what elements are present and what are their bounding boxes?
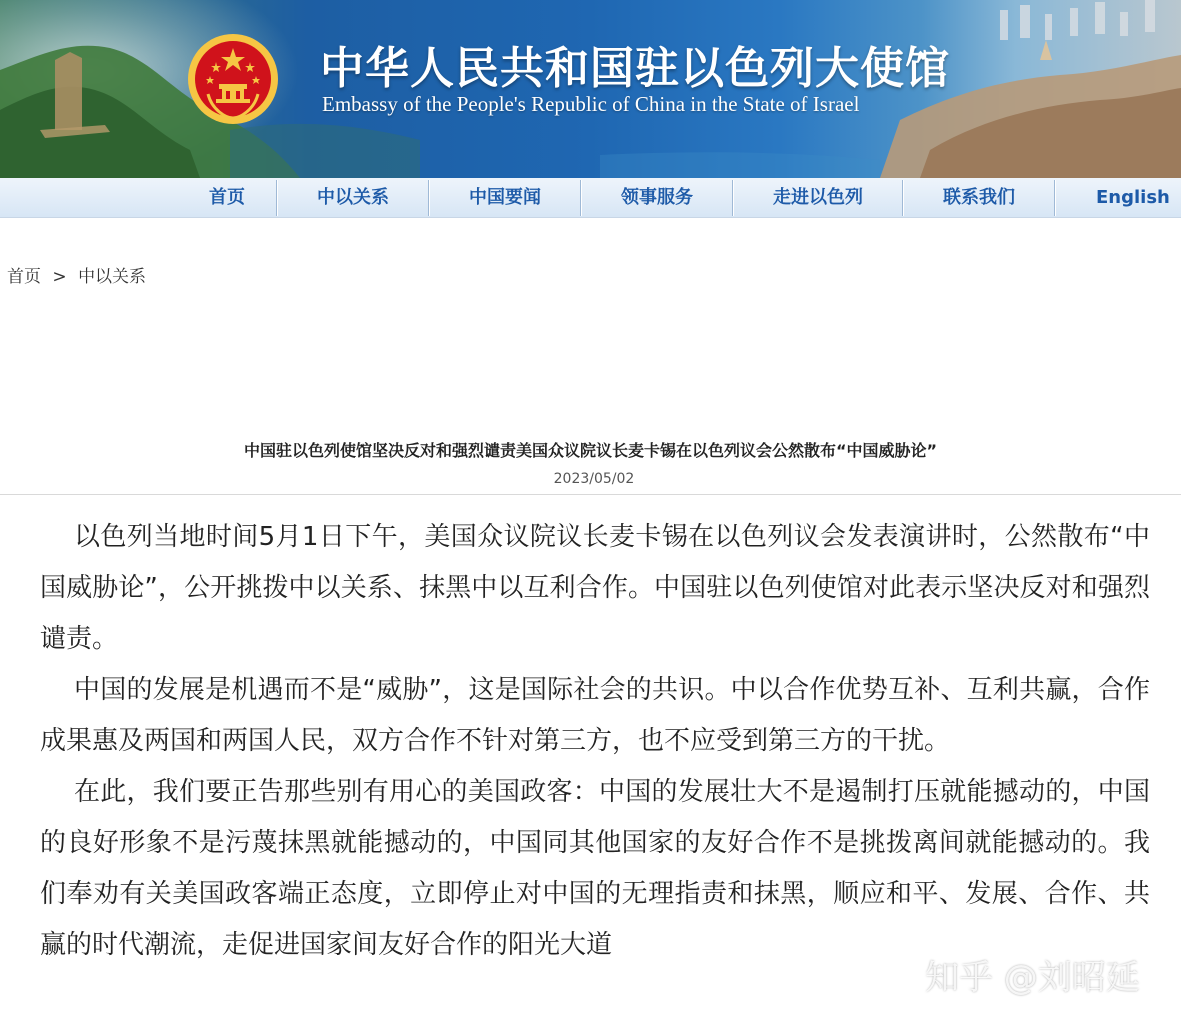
article-paragraph: 以色列当地时间5月1日下午，美国众议院议长麦卡锡在以色列议会发表演讲时，公然散布“中国威胁论”，公开挑拨中以关系、抹黑中以互利合作。中国驻以色列使馆对此表示坚决反对和强烈谴责。 [40,522,1150,654]
nav-divider [1054,180,1056,216]
breadcrumb-separator: > [52,267,67,287]
site-banner [0,0,1181,178]
article-date: 2023/05/02 [553,471,635,487]
nav-item-consular-services[interactable]: 领事服务 [621,187,693,208]
article-paragraph: 中国的发展是机遇而不是“威胁”，这是国际社会的共识。中以合作优势互补、互利共赢，合作成果惠及两国和两国人民，双方合作不针对第三方，也不应受到第三方的干扰。 [40,675,1150,756]
nav-item-english[interactable]: English [1096,187,1170,208]
nav-divider [902,180,904,216]
title-divider [0,494,1181,495]
nav-item-contact-us[interactable]: 联系我们 [943,187,1015,208]
breadcrumb-home-link[interactable]: 首页 [7,267,41,287]
breadcrumb [7,262,146,287]
site-title-en: Embassy of the People's Republic of China in the State of Israel [322,92,860,116]
nav-item-china-news[interactable]: 中国要闻 [469,187,541,208]
article-title: 中国驻以色列使馆坚决反对和强烈谴责美国众议院议长麦卡锡在以色列议会公然散布“中国威胁论” [243,441,938,460]
nav-divider [276,180,278,216]
nav-divider [732,180,734,216]
breadcrumb-current-link[interactable]: 中以关系 [78,267,147,287]
main-nav [0,178,1181,218]
article-body [40,512,1150,971]
nav-item-china-israel-relations[interactable]: 中以关系 [317,187,389,208]
nav-item-about-israel[interactable]: 走进以色列 [773,187,863,208]
nav-item-home[interactable]: 首页 [209,187,245,208]
nav-divider [428,180,430,216]
article-paragraph: 在此，我们要正告那些别有用心的美国政客：中国的发展壮大不是遏制打压就能撼动的，中国的良好形象不是污蔑抹黑就能撼动的，中国同其他国家的友好合作不是挑拨离间就能撼动的。我们奉劝有关美国政客端正态度，立即停止对中国的无理指责和抹黑，顺应和平、发展、合作、共赢的时代潮流，走促进国家间友好合作的阳光大道 [40,777,1150,960]
national-emblem-icon [186,32,280,126]
nav-divider [580,180,582,216]
site-title-cn: 中华人民共和国驻以色列大使馆 [320,43,950,94]
watermark: 知乎 @刘昭延 [925,958,1140,998]
